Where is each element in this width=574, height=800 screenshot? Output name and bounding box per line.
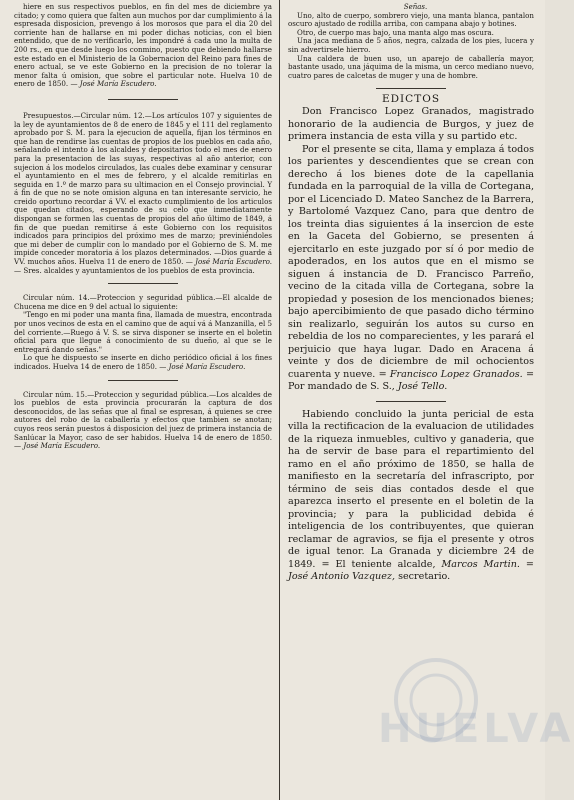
edicto-2-body: Habiendo concluido la junta pericial de esta villa la rectificacion de la evaluacion de utilidades de la riqueza inmuebles, cultivo y ganaderia, que ha de servir de base para el repartimiento del ramo en el año próximo de 1850, se halla de manifiesto en la secretaría del infrascripto, por término de seis dias contados desde el que aparezca inserto el presente en el boletin de la provincia; y para la publicidad debida é inteligencia de los contribuyentes, que quieran reclamar de agravios, se fija el presente y otros de igual tenor. La Granada y diciembre 24 de 1849. = El teniente alcalde, Marcos Martin. = José Antonio Vazquez, secretario. [288, 408, 534, 583]
right-column [288, 3, 534, 584]
circular-14-close: Lo que he dispuesto se inserte en dicho periódico oficial á los fines indicados. Huelva 14 de enero de 1850. — José María Escudero. [14, 353, 272, 371]
senas-description-1: Uno, alto de cuerpo, sombrero viejo, una manta blanca, pantalon oscuro ajustado de rodilla arriba, con campana abajo y botines. [288, 10, 534, 29]
edicto-2-signature-secretary: José Antonio Vazquez, [288, 571, 396, 583]
circular-12: Presupuestos.—Circular núm. 12.—Los artículos 107 y siguientes de la ley de ayuntamientos de 8 de enero de 1845 y el 111 del reglamento aprobado por S. M. para la ejecucion de aquella, fijan los términos en que han de rendirse las cuentas de propios de los pueblos en cada año, señalando el intento á los alcaldes y depositarios todo el mes de enero para la presentacion de las suyas, respectivas al año anterior, con sujecion á los modelos circulados, las cuales debe examinar y censurar el ayuntamiento en el mes de febrero, y el alcalde remitirlas en seguida en 1.º de marzo para su ultimacion en el Consejo provincial. Y á fin de que no se note omision alguna en tan interesante servicio, he creido oportuno recordar á VV. el exacto cumplimiento de los articulos que quedan citados, esperando de su celo que inmediatamente dispongan se formen las cuentas de propios del año último de 1849, á fin de que puedan remitirse á este Gobierno con los requisitos indicados para principios del próximo mes de marzo; previniéndoles que mi deber de cumplir con lo mandado por el Gobierno de S. M. me impide conceder moratoria á los plazos determinados. —Dios guarde á VV. muchos años. Huelva 11 de enero de 1850. — José María Escudero.— Sres. alcaldes y ayuntamientos de los pueblos de esta provincia. [14, 110, 272, 275]
circular-15: Circular núm. 15.—Proteccion y seguridad pública.—Los alcaldes de los pueblos de esta provincia procurarán la captura de dos desconocidos, de las señas que al final se espresan, á quienes se cree autores del robo de la caballería y efectos que tambien se anotan; cuyos reos serán puestos á disposicion del juez de primera instancia de Sanlúcar la Mayor, caso de ser habidos. Huelva 14 de enero de 1850. — José María Escudero. [14, 389, 272, 451]
column-divider [279, 0, 280, 800]
senas-description-2: Otro, de cuerpo mas bajo, una manta algo mas oscura. [297, 27, 494, 37]
watermark-text: HUELVA [378, 706, 574, 752]
top-notice-signature: José María Escudero. [79, 79, 157, 89]
top-notice: hiere en sus respectivos pueblos, en fin del mes de diciembre ya citado; y como quiera que falten aun muchos por dar cumplimiento á la espresada disposicion, prevengo á los morosos que para el dia 20 del corriente han de hallarse en mi poder dichas noticias, con el bien entendido, que de no verificarlo, les impondré á cada uno la multa de 200 rs., en que desde luego los conmino, puesto que debiendo hallarse este estado en el Ministerio de la Gobernacion del Reino para fines de enero actual, se ve este Gobierno en la precision de no tolerar la menor falta ú omision, que sobre el particular note. Huelva 10 de enero de 1850. — José María Escudero. [14, 2, 272, 89]
circular-14-intro: Circular núm. 14.—Proteccion y seguridad pública.—El alcalde de Chucena me dice en 9 del actual lo siguiente: [14, 293, 272, 311]
circular-14-signature: José María Escudero. [168, 361, 246, 371]
separator [376, 401, 446, 402]
edicto-1-signature-clerk: José Tello. [397, 381, 448, 393]
separator [108, 99, 178, 100]
separator [108, 380, 178, 381]
edictos-heading: EDICTOS [381, 93, 441, 106]
edicto-1-body: Por el presente se cita, llama y emplaza á todos los parientes y descendientes que se crean con derecho á los bienes dote de la capellania fundada en la parroquial de la villa de Cortegana, por el Licenciado D. Mateo Sanchez de la Barrera, y Bartolomé Vazquez Cano, para que dentro de los treinta dias siguientes á la insercion de este en la Gaceta del Gobierno, se presenten á ejercitarlo en este juzgado por sí ó por medio de apoderados, en los autos que en el mismo se siguen á instancia de D. Francisco Parreño, vecino de la citada villa de Cortegana, sobre la propiedad y posesion de los mencionados bienes; bajo apercibimiento de que pasado dicho término sin realizarlo, seguirán los autos su curso en rebeldia de los no comparecientes, y les parará el perjuicio que haya lugar. Dado en Aracena á veinte y dos de diciembre de mil ochocientos cuarenta y nueve. = Francisco Lopez Granados. = Por mandado de S. S., José Tello. [288, 143, 534, 393]
left-column [14, 3, 272, 451]
separator [108, 283, 178, 284]
edicto-1-signature-judge: Francisco Lopez Granados. [389, 368, 523, 380]
circular-15-signature: José María Escudero. [23, 441, 101, 451]
edicto-2-signature-alcalde: Marcos Martin. [441, 558, 520, 570]
circular-12-signature: José María Escudero. [195, 257, 272, 267]
senas-title: Señas. [403, 3, 428, 11]
senas-description-4: Una caldera de buen uso, un aparejo de caballería mayor, bastante usado, una jáquima de la misma, un cerco mediano nuevo, cuatro pares de calcetas de muger y una de hombre. [288, 53, 534, 80]
edicto-1-preamble: Don Francisco Lopez Granados, magistrado honorario de la audiencia de Burgos, y juez de primera instancia de esta villa y su partido etc. [288, 106, 534, 143]
senas-description-3: Una jaca mediana de 5 años, negra, calzada de los pies, lucera y sin advertirsele hierro. [288, 36, 534, 54]
circular-14-quote: "Tengo en mi poder una manta fina, llamada de muestra, encontrada por unos vecinos de esta en el camino que de aquí vá á Manzanilla, el 5 del corriente.—Ruego á V. S. se sirva disponer se inserte en el boletin oficial para que llegue á conocimiento de su dueño, al que se le entregará dando señas." [14, 310, 272, 354]
separator [376, 88, 446, 89]
